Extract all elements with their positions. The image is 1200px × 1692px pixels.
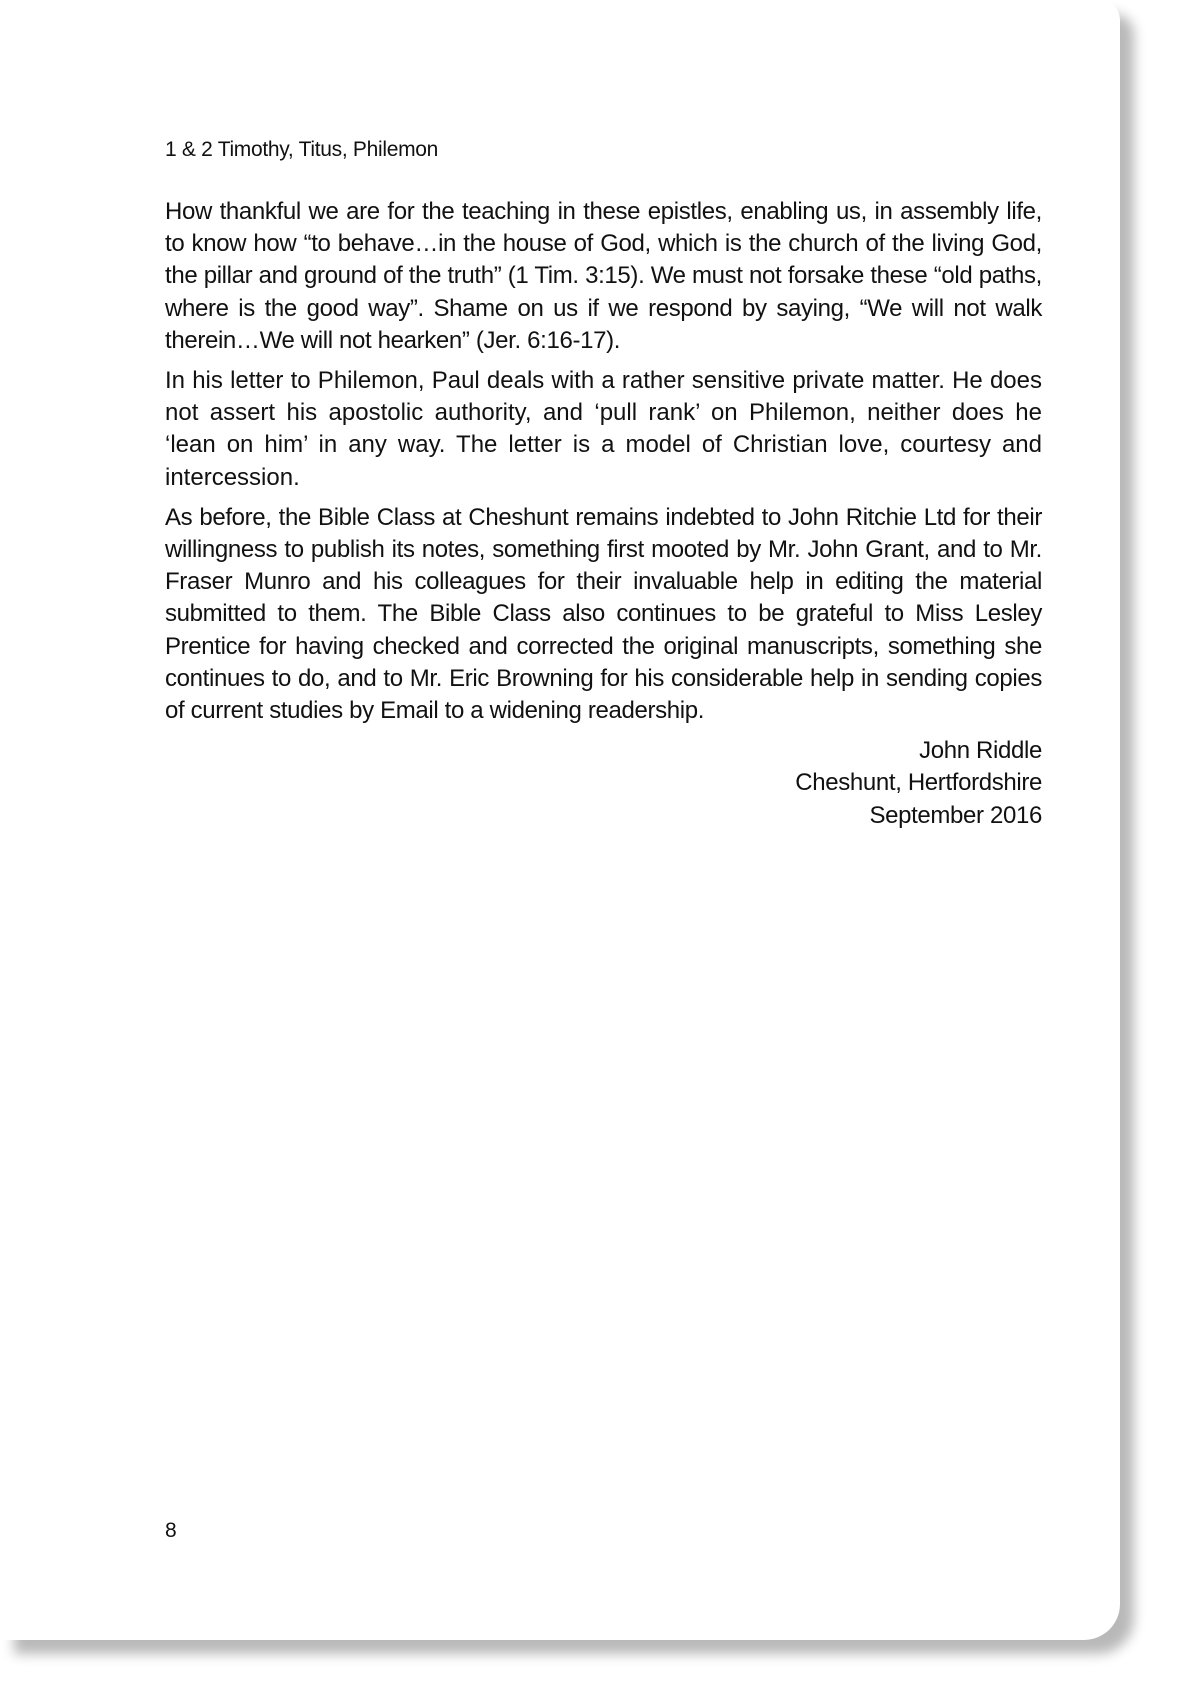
- signature-block: [165, 735, 1042, 832]
- page-number: 8: [165, 1519, 177, 1542]
- signature-name: John Riddle: [919, 737, 1042, 765]
- paragraph-philemon: In his letter to Philemon, Paul deals with a rather sensitive private matter. He does not assert his apostolic authority, and ‘pull rank’ on Philemon, neither does he ‘lean on him’ in any way. The letter is a model of Christian love, courtesy and intercession.: [165, 367, 1042, 491]
- signature-date: September 2016: [869, 801, 1042, 829]
- running-head: 1 & 2 Timothy, Titus, Philemon: [165, 138, 439, 161]
- paragraph-acknowledgements: As before, the Bible Class at Cheshunt remains indebted to John Ritchie Ltd for their willingness to publish its notes, something first mooted by Mr. John Grant, and to Mr. Fraser Munro and his colleagues for their invaluable help in editing the material submitted to them. The Bible Class also continues to be grateful to Miss Lesley Prentice for having checked and corrected the original manuscripts, something she continues to do, and to Mr. Eric Browning for his considerable help in sending copies of current studies by Email to a widening readership.: [165, 503, 1042, 725]
- signature-place: Cheshunt, Hertfordshire: [795, 769, 1042, 797]
- body-text: [165, 196, 1042, 832]
- paragraph-intro: How thankful we are for the teaching in these epistles, enabling us, in assembly life, to know how “to behave…in the house of God, which is the church of the living God, the pillar and ground of the truth” (1 Tim. 3:15). We must not forsake these “old paths, where is the good way”. Shame on us if we respond by saying, “We will not walk therein…We will not hearken” (Jer. 6:16-17).: [165, 198, 1042, 354]
